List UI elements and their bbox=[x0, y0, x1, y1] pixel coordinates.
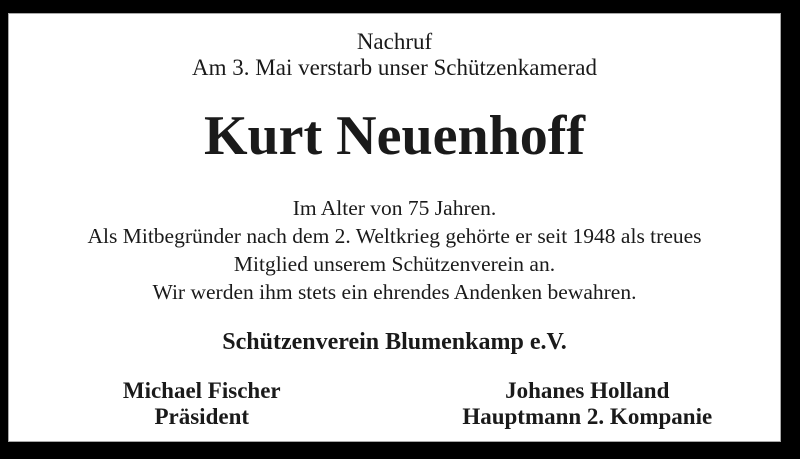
notice-kicker: Nachruf bbox=[356, 29, 433, 54]
body-line: Wir werden ihm stets ein ehrendes Andenken bewahren. bbox=[152, 280, 637, 304]
header-block bbox=[9, 14, 780, 81]
deceased-name: Kurt Neuenhoff bbox=[203, 105, 586, 167]
body-line: Mitglied unserem Schützenverein an. bbox=[233, 252, 556, 276]
signatory-left bbox=[9, 378, 395, 430]
obituary-card bbox=[8, 13, 781, 442]
signatory-title: Hauptmann 2. Kompanie bbox=[462, 404, 713, 429]
signature-row bbox=[9, 378, 780, 430]
body-line: Als Mitbegründer nach dem 2. Weltkrieg gehörte er seit 1948 als treues bbox=[87, 224, 702, 248]
signatory-name: Johanes Holland bbox=[505, 378, 670, 403]
notice-intro: Am 3. Mai verstarb unser Schützenkamerad bbox=[192, 55, 597, 80]
organization-name: Schützenverein Blumenkamp e.V. bbox=[222, 329, 567, 355]
notice-body bbox=[9, 194, 780, 306]
signatory-name: Michael Fischer bbox=[122, 378, 281, 403]
signatory-right bbox=[395, 378, 781, 430]
signatory-title: Präsident bbox=[154, 404, 250, 429]
body-line: Im Alter von 75 Jahren. bbox=[292, 196, 497, 220]
